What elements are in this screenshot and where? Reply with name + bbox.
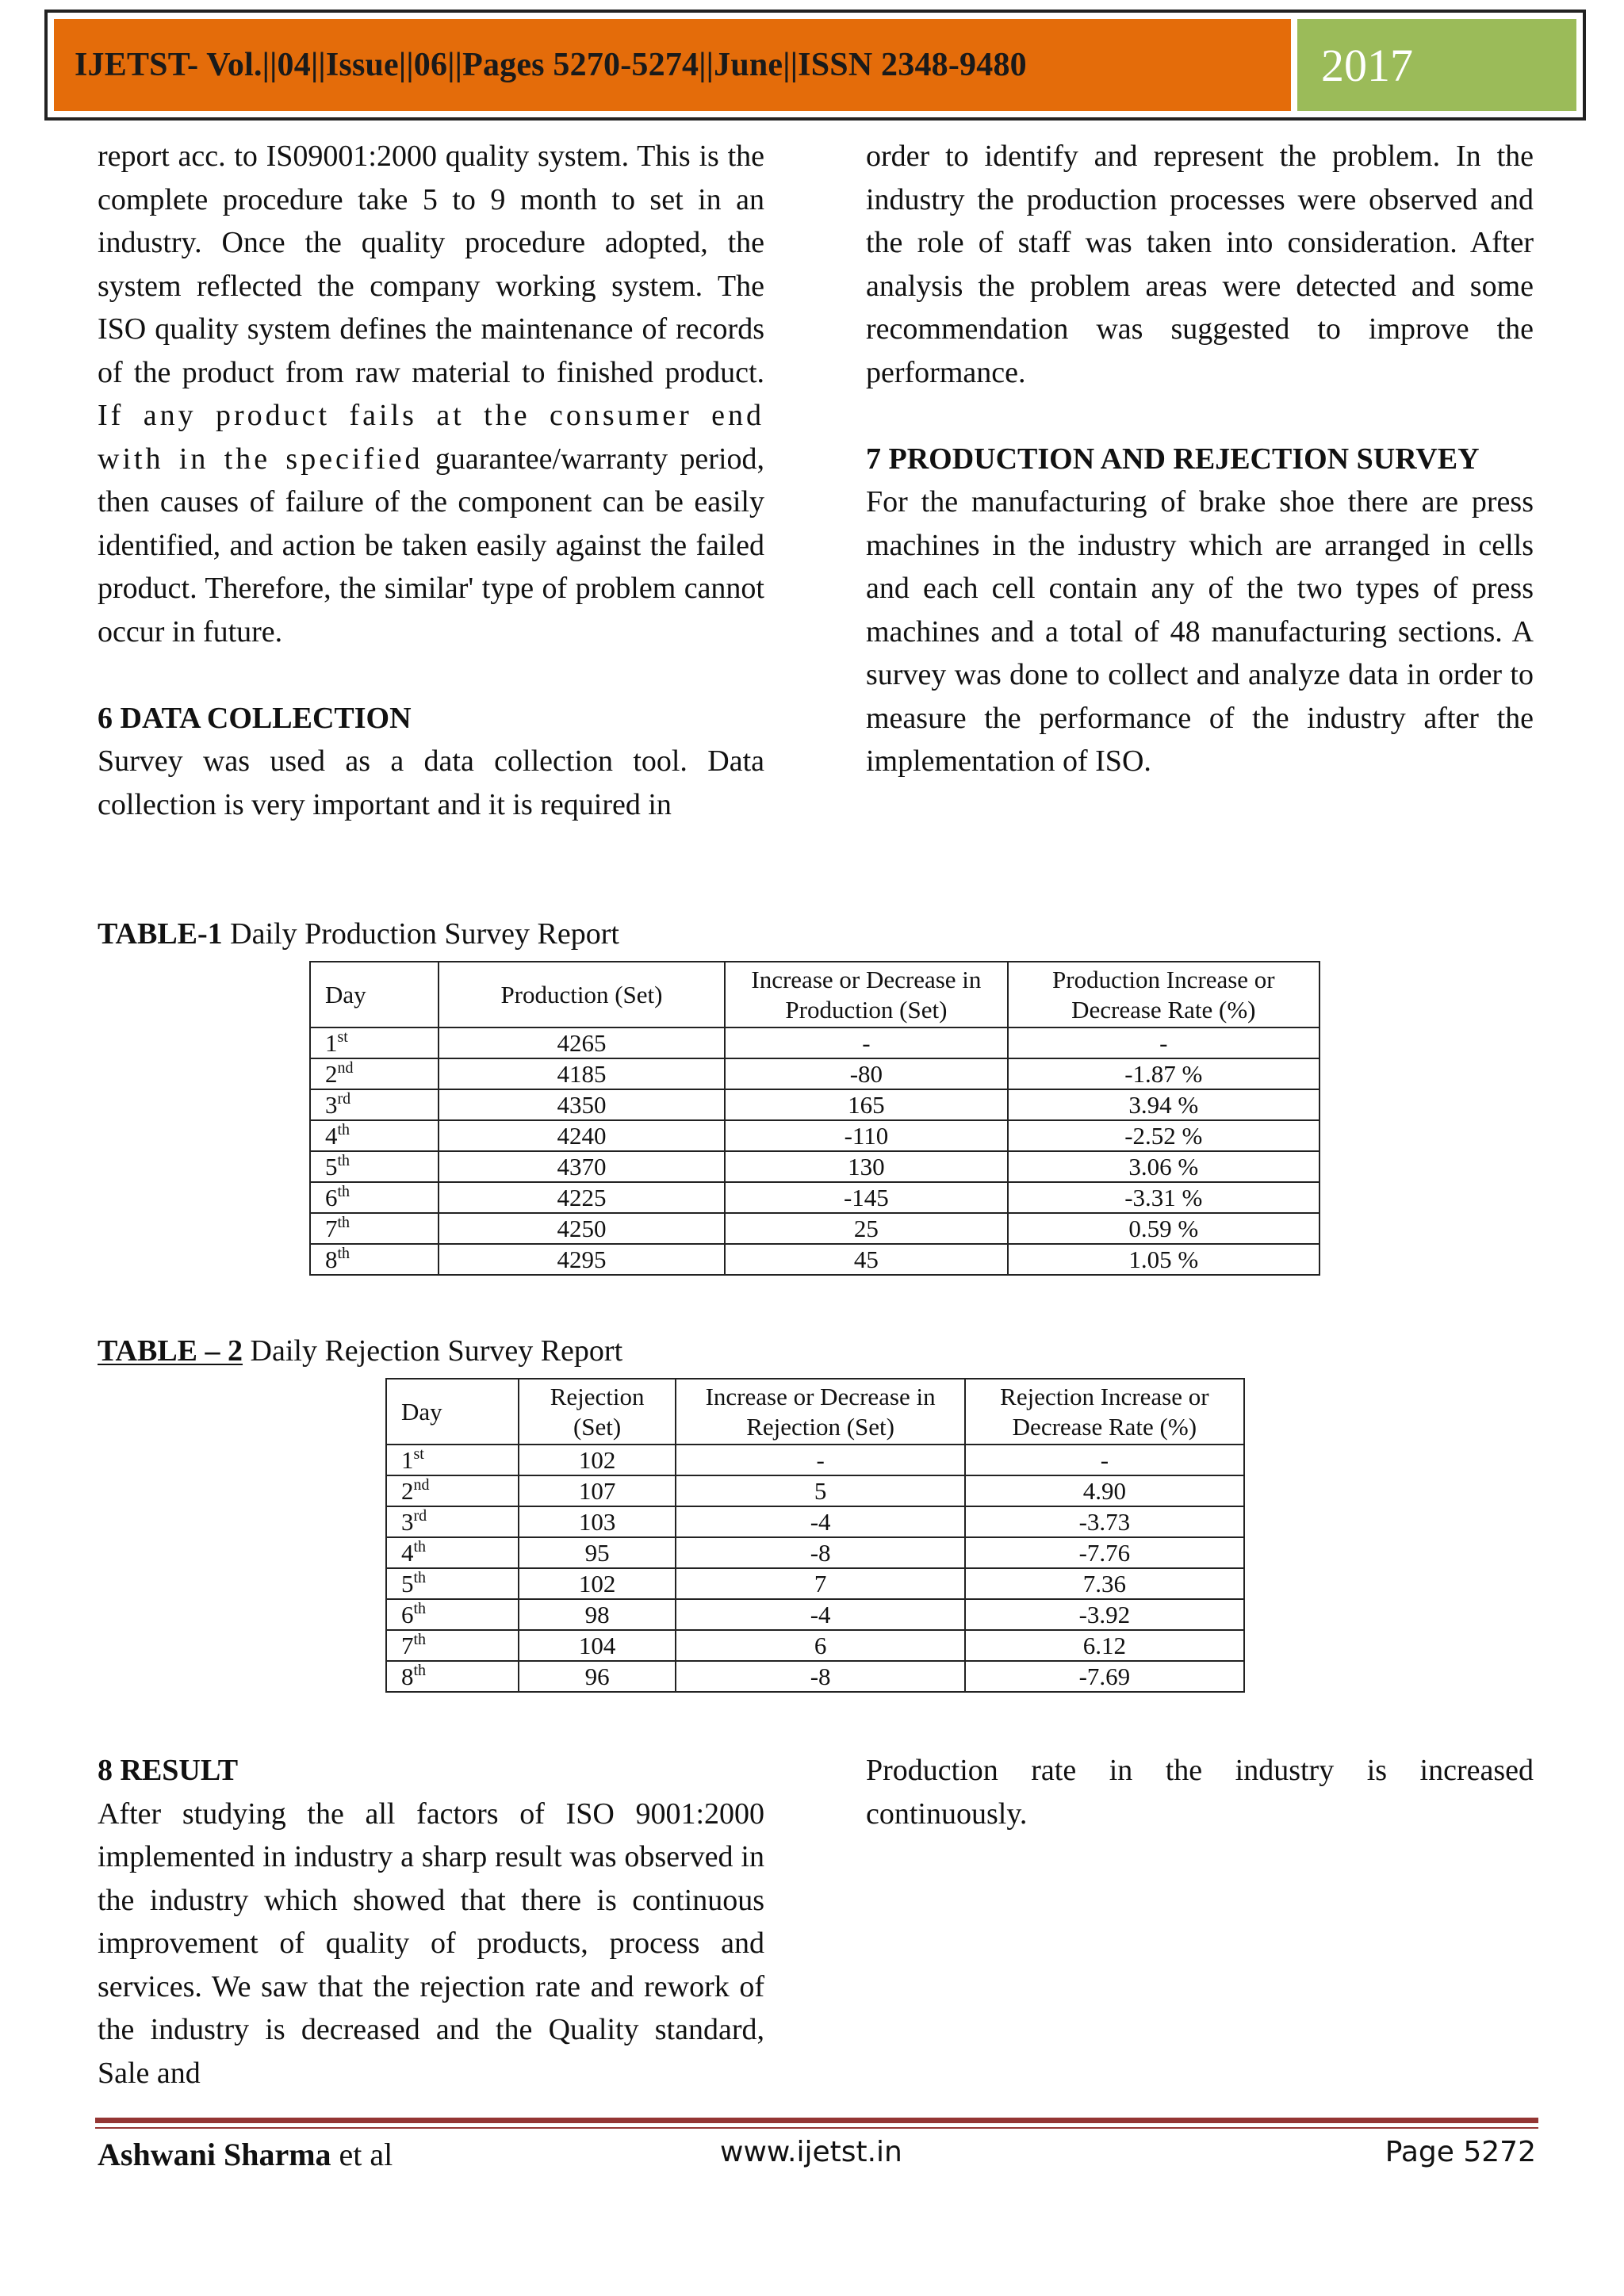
day-cell — [386, 1568, 519, 1599]
rejection-cell: 95 — [519, 1537, 676, 1568]
author-name: Ashwani Sharma — [98, 2137, 331, 2172]
section-8-heading: 8 RESULT — [98, 1754, 239, 1787]
section-7-heading: 7 PRODUCTION AND REJECTION SURVEY — [866, 442, 1480, 476]
day-suffix: th — [413, 1631, 427, 1648]
change-cell: 130 — [725, 1151, 1007, 1182]
day-number: 8 — [325, 1246, 338, 1273]
production-cell: 4370 — [439, 1151, 725, 1182]
production-cell: 4185 — [439, 1058, 725, 1089]
day-number: 7 — [401, 1632, 414, 1659]
table-1-caption — [98, 916, 619, 951]
day-suffix: nd — [413, 1476, 430, 1494]
page-footer — [98, 2136, 1536, 2175]
rejection-cell: 103 — [519, 1506, 676, 1537]
day-cell — [386, 1506, 519, 1537]
table-row — [386, 1599, 1244, 1630]
table-row — [310, 1120, 1320, 1151]
column-header: Production (Set) — [439, 962, 725, 1027]
day-cell — [386, 1475, 519, 1506]
rate-cell: - — [1008, 1027, 1320, 1058]
day-number: 7 — [325, 1215, 338, 1242]
rejection-cell: 102 — [519, 1568, 676, 1599]
change-cell: -4 — [676, 1506, 964, 1537]
column-header: Day — [386, 1379, 519, 1445]
rejection-cell: 102 — [519, 1445, 676, 1475]
rate-cell: 0.59 % — [1008, 1213, 1320, 1244]
day-suffix: th — [337, 1183, 350, 1200]
rate-cell: -3.31 % — [1008, 1182, 1320, 1213]
table-2-caption-text: Daily Rejection Survey Report — [243, 1334, 623, 1368]
day-suffix: nd — [337, 1059, 354, 1077]
right-column-lower — [866, 1749, 1534, 1835]
rate-cell: 6.12 — [965, 1630, 1244, 1661]
table-2-caption — [98, 1334, 622, 1368]
rate-cell: -2.52 % — [1008, 1120, 1320, 1151]
change-cell: - — [725, 1027, 1007, 1058]
day-number: 3 — [401, 1508, 414, 1536]
day-number: 2 — [401, 1477, 414, 1505]
table-row — [386, 1537, 1244, 1568]
section-6-heading: 6 DATA COLLECTION — [98, 701, 412, 735]
rejection-table — [385, 1378, 1245, 1693]
production-cell: 4265 — [439, 1027, 725, 1058]
day-cell — [310, 1213, 439, 1244]
section-8-continued-text: Production rate in the industry is increased continuously. — [866, 1754, 1534, 1831]
production-table — [309, 961, 1320, 1276]
column-header: Production Increase or Decrease Rate (%) — [1008, 962, 1320, 1027]
column-header: Day — [310, 962, 439, 1027]
day-cell — [310, 1182, 439, 1213]
day-suffix: th — [337, 1214, 350, 1231]
footer-author — [98, 2136, 393, 2173]
day-number: 5 — [325, 1153, 338, 1181]
change-cell: - — [676, 1445, 964, 1475]
table-row — [386, 1506, 1244, 1537]
day-number: 6 — [401, 1601, 414, 1628]
day-cell — [310, 1027, 439, 1058]
day-cell — [310, 1120, 439, 1151]
change-cell: -110 — [725, 1120, 1007, 1151]
day-number: 1 — [401, 1446, 414, 1474]
right-column-upper — [866, 135, 1534, 783]
table-2-caption-label: TABLE – 2 — [98, 1334, 243, 1368]
production-cell: 4350 — [439, 1089, 725, 1120]
rate-cell: 7.36 — [965, 1568, 1244, 1599]
production-cell: 4295 — [439, 1244, 725, 1275]
rate-cell: -7.76 — [965, 1537, 1244, 1568]
day-number: 5 — [401, 1570, 414, 1598]
author-suffix: et al — [331, 2137, 393, 2172]
journal-year: 2017 — [1297, 19, 1576, 111]
footer-page-number: Page 5272 — [1385, 2136, 1536, 2168]
body-paragraph — [98, 135, 764, 653]
day-cell — [386, 1445, 519, 1475]
table-row — [310, 1182, 1320, 1213]
day-cell — [310, 1151, 439, 1182]
journal-title: IJETST- Vol.||04||Issue||06||Pages 5270-5274||June||ISSN 2348-9480 — [54, 19, 1291, 111]
day-number: 2 — [325, 1060, 338, 1088]
change-cell: 25 — [725, 1213, 1007, 1244]
production-cell: 4250 — [439, 1213, 725, 1244]
table-row — [310, 1089, 1320, 1120]
rate-cell: 3.06 % — [1008, 1151, 1320, 1182]
footer-rule-thin — [95, 2127, 1538, 2129]
section-6-text: Survey was used as a data collection tool. Data collection is very important and it is required in — [98, 744, 764, 821]
production-cell: 4225 — [439, 1182, 725, 1213]
change-cell: 5 — [676, 1475, 964, 1506]
change-cell: 6 — [676, 1630, 964, 1661]
table-row — [310, 1058, 1320, 1089]
paragraph-spaced-text: If any product fails at the consumer end with in the specified — [98, 399, 764, 476]
table-row — [310, 1213, 1320, 1244]
table-row — [310, 1151, 1320, 1182]
rejection-table-body — [386, 1445, 1244, 1692]
paragraph-text: guarantee/warranty period, then causes of failure of the component can be easily identified, and action be taken easily against the failed product. Therefore, the similar' type of problem cannot occur in future. — [98, 442, 765, 649]
day-cell — [386, 1630, 519, 1661]
column-header: Rejection (Set) — [519, 1379, 676, 1445]
day-suffix: th — [413, 1662, 427, 1679]
change-cell: 45 — [725, 1244, 1007, 1275]
rate-cell: 3.94 % — [1008, 1089, 1320, 1120]
footer-rule — [95, 2118, 1538, 2123]
day-number: 8 — [401, 1663, 414, 1690]
rate-cell: -3.92 — [965, 1599, 1244, 1630]
column-header: Increase or Decrease in Rejection (Set) — [676, 1379, 964, 1445]
table-1-caption-text: Daily Production Survey Report — [222, 917, 619, 951]
column-header: Rejection Increase or Decrease Rate (%) — [965, 1379, 1244, 1445]
day-cell — [310, 1244, 439, 1275]
left-column-upper — [98, 135, 764, 826]
day-cell — [386, 1599, 519, 1630]
section-8-text: After studying the all factors of ISO 9001:2000 implemented in industry a sharp result was observed in the industry which showed that there is continuous improvement of quality of products, process and services. We saw that the rejection rate and rework of the industry is decreased and the Quality standard, Sale and — [98, 1797, 764, 2090]
day-suffix: th — [337, 1245, 350, 1262]
table-row — [310, 1244, 1320, 1275]
table-row — [386, 1568, 1244, 1599]
rate-cell: 4.90 — [965, 1475, 1244, 1506]
table-row — [386, 1475, 1244, 1506]
day-suffix: th — [413, 1600, 427, 1617]
table-row — [386, 1445, 1244, 1475]
day-cell — [310, 1058, 439, 1089]
body-paragraph: order to identify and represent the problem. In the industry the production processes were observed and the role of staff was taken into consideration. After analysis the problem areas were detected and some recommendation was suggested to improve the performance. — [866, 140, 1534, 389]
production-table-body — [310, 1027, 1320, 1275]
change-cell: 165 — [725, 1089, 1007, 1120]
day-cell — [386, 1537, 519, 1568]
paragraph-text: report acc. to IS09001:2000 quality system. This is the complete procedure take 5 to 9 month to set in an industry. Once the quality procedure adopted, the system reflected the company working system. The ISO quality system defines the maintenance of records of the product from raw material to finished product. — [98, 140, 764, 389]
left-column-lower — [98, 1749, 764, 2095]
table-1-caption-label: TABLE-1 — [98, 917, 223, 951]
day-suffix: th — [413, 1538, 427, 1556]
day-number: 3 — [325, 1091, 338, 1119]
day-number: 4 — [325, 1122, 338, 1150]
rate-cell: -3.73 — [965, 1506, 1244, 1537]
rejection-cell: 98 — [519, 1599, 676, 1630]
journal-header — [44, 10, 1586, 121]
change-cell: -4 — [676, 1599, 964, 1630]
section-7-text: For the manufacturing of brake shoe there are press machines in the industry which are arranged in cells and each cell contain any of the two types of press machines and a total of 48 manufacturing sections. A survey was done to collect and analyze data in order to measure the performance of the industry after the implementation of ISO. — [866, 485, 1534, 778]
rate-cell: -1.87 % — [1008, 1058, 1320, 1089]
rejection-cell: 107 — [519, 1475, 676, 1506]
rate-cell: 1.05 % — [1008, 1244, 1320, 1275]
rate-cell: - — [965, 1445, 1244, 1475]
day-suffix: st — [413, 1445, 424, 1463]
column-header: Increase or Decrease in Production (Set) — [725, 962, 1007, 1027]
table-row — [386, 1630, 1244, 1661]
day-suffix: th — [337, 1121, 350, 1138]
change-cell: -80 — [725, 1058, 1007, 1089]
table-row — [386, 1661, 1244, 1692]
day-suffix: th — [337, 1152, 350, 1169]
day-suffix: rd — [413, 1507, 427, 1525]
day-suffix: th — [413, 1569, 427, 1586]
day-cell — [310, 1089, 439, 1120]
day-number: 4 — [401, 1539, 414, 1567]
change-cell: -8 — [676, 1661, 964, 1692]
rate-cell: -7.69 — [965, 1661, 1244, 1692]
day-number: 1 — [325, 1029, 338, 1057]
production-cell: 4240 — [439, 1120, 725, 1151]
day-suffix: rd — [337, 1090, 351, 1108]
rejection-cell: 104 — [519, 1630, 676, 1661]
table-row — [310, 1027, 1320, 1058]
day-suffix: st — [337, 1028, 348, 1046]
footer-website: www.ijetst.in — [720, 2136, 902, 2168]
day-cell — [386, 1661, 519, 1692]
day-number: 6 — [325, 1184, 338, 1211]
change-cell: -145 — [725, 1182, 1007, 1213]
rejection-cell: 96 — [519, 1661, 676, 1692]
change-cell: -8 — [676, 1537, 964, 1568]
change-cell: 7 — [676, 1568, 964, 1599]
